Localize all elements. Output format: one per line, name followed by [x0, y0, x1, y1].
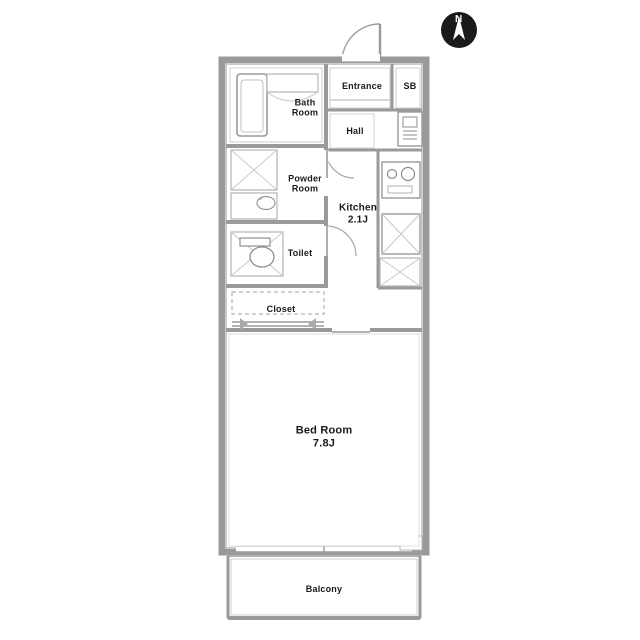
room-label-balcony: Balcony: [305, 583, 343, 594]
balcony-area: [228, 556, 420, 618]
room-label-powder-room: Powder Room: [288, 173, 322, 194]
powder-room-fixtures: [231, 193, 277, 219]
entrance-door: [342, 24, 380, 62]
room-label-toilet: Toilet: [287, 247, 313, 258]
room-label-entrance: Entrance: [341, 80, 383, 91]
room-label-kitchen: Kitchen 2.1J: [338, 202, 378, 225]
room-label-closet: Closet: [266, 303, 296, 314]
kitchen-fixtures: [380, 162, 420, 286]
room-label-sb: SB: [403, 80, 417, 91]
appliance-panel: [398, 112, 422, 146]
room-label-bed-room: Bed Room 7.8J: [295, 424, 353, 449]
north-arrow-label: N: [455, 14, 463, 25]
bed-room-floor: [229, 334, 419, 546]
washing-machine-space: [231, 150, 277, 190]
entrance-area: [330, 68, 390, 108]
bath-room-fixtures: [230, 68, 322, 142]
sb-area: [396, 68, 420, 108]
room-label-bath-room: Bath Room: [291, 97, 319, 118]
toilet-fixtures: [231, 232, 283, 276]
hall-area: [330, 114, 374, 148]
room-label-hall: Hall: [346, 125, 364, 136]
